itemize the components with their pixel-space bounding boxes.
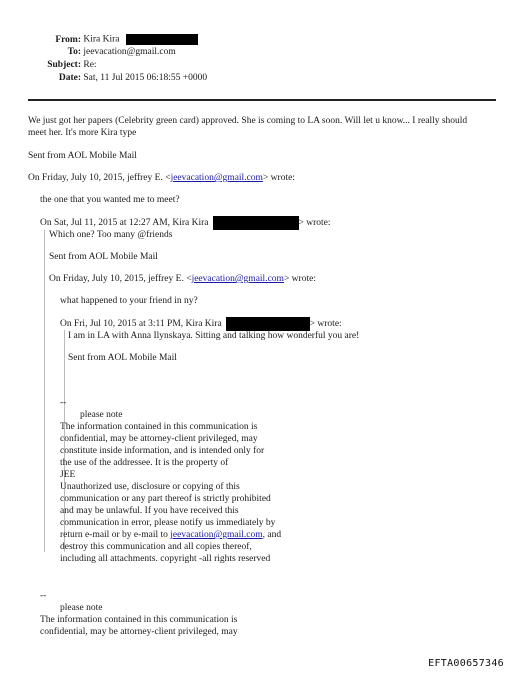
mobile-signature: Sent from AOL Mobile Mail (49, 252, 158, 262)
quote-header-suffix: > wrote: (298, 218, 331, 229)
quote-header (60, 317, 342, 331)
quote-header (49, 273, 316, 285)
from-value: Kira Kira (83, 34, 120, 45)
mobile-signature: Sent from AOL Mobile Mail (28, 151, 137, 161)
disclaimer-line: The information contained in this communication is (40, 615, 238, 625)
date-label: Date: (58, 73, 81, 83)
to-row (48, 47, 176, 57)
quote-bar (44, 230, 45, 552)
quote-header (28, 172, 295, 184)
quote-header-suffix: > wrote: (262, 173, 295, 183)
disclaimer-line: the use of the addressee. It is the property of (60, 458, 229, 468)
quoted-text: what happened to your friend in ny? (60, 296, 198, 306)
quoted-text: I am in LA with Anna Ilynskaya. Sitting and talking how wonderful you are! (68, 331, 360, 341)
disclaimer-line: please note (60, 603, 103, 613)
email-link[interactable]: jeevacation@gmail.com (170, 530, 263, 540)
quote-header-suffix: > wrote: (309, 319, 342, 330)
to-label: To: (67, 47, 81, 57)
header-divider (28, 99, 496, 101)
subject-row (37, 60, 97, 70)
date-value: Sat, 11 Jul 2015 06:18:55 +0000 (83, 73, 208, 83)
from-label: From: (55, 34, 81, 45)
quote-header-prefix: On Sat, Jul 11, 2015 at 12:27 AM, Kira Kira (40, 218, 209, 229)
subject-label: Subject: (47, 60, 81, 70)
disclaimer-line: and may be unlawful. If you have received this (60, 506, 239, 516)
from-row (48, 34, 198, 45)
disclaimer-line: confidential, may be attorney-client privileged, may (60, 434, 258, 444)
disclaimer-text: return e-mail or by e-mail to (60, 530, 171, 540)
disclaimer-line: constitute inside information, and is intended only for (60, 446, 265, 456)
redaction-box (126, 34, 198, 45)
quote-header-prefix: On Fri, Jul 10, 2015 at 3:11 PM, Kira Kira (60, 319, 222, 330)
quote-header-prefix: On Friday, July 10, 2015, jeffrey E. < (28, 173, 171, 183)
mobile-signature: Sent from AOL Mobile Mail (68, 353, 177, 363)
quote-header (40, 216, 331, 230)
disclaimer-line: Unauthorized use, disclosure or copying of this (60, 482, 240, 492)
email-link[interactable]: jeevacation@gmail.com (170, 173, 263, 183)
disclaimer-line: communication or any part thereof is strictly prohibited (60, 494, 271, 504)
subject-value: Re: (83, 60, 97, 70)
disclaimer-line: JEE (60, 470, 76, 480)
quoted-text: Which one? Too many @friends (49, 230, 173, 240)
date-row (48, 73, 207, 83)
email-link[interactable]: jeevacation@gmail.com (191, 274, 284, 284)
disclaimer-line: The information contained in this communication is (60, 422, 258, 432)
disclaimer-line: confidential, may be attorney-client privileged, may (40, 627, 238, 637)
redaction-box (226, 317, 310, 331)
message-body: We just got her papers (Celebrity green card) approved. She is coming to LA soon. Will let u know... I really should meet her. It's more Kira type (28, 116, 468, 138)
disclaimer-line: please note (80, 410, 123, 420)
disclaimer-line: destroy this communication and all copies thereof, (60, 542, 252, 552)
document-id: EFTA00657346 (428, 658, 504, 669)
disclaimer-line (60, 529, 281, 541)
quote-header-suffix: > wrote: (283, 274, 316, 284)
disclaimer-text: , and (262, 530, 282, 540)
quote-header-prefix: On Friday, July 10, 2015, jeffrey E. < (49, 274, 192, 284)
redaction-box (213, 216, 299, 230)
signature-separator: -- (40, 591, 47, 601)
disclaimer-line: including all attachments. copyright -all rights reserved (60, 554, 271, 564)
to-value: jeevacation@gmail.com (83, 47, 176, 57)
disclaimer-line: communication in error, please notify us immediately by (60, 518, 276, 528)
quoted-text: the one that you wanted me to meet? (40, 195, 180, 205)
signature-separator: -- (60, 398, 67, 408)
